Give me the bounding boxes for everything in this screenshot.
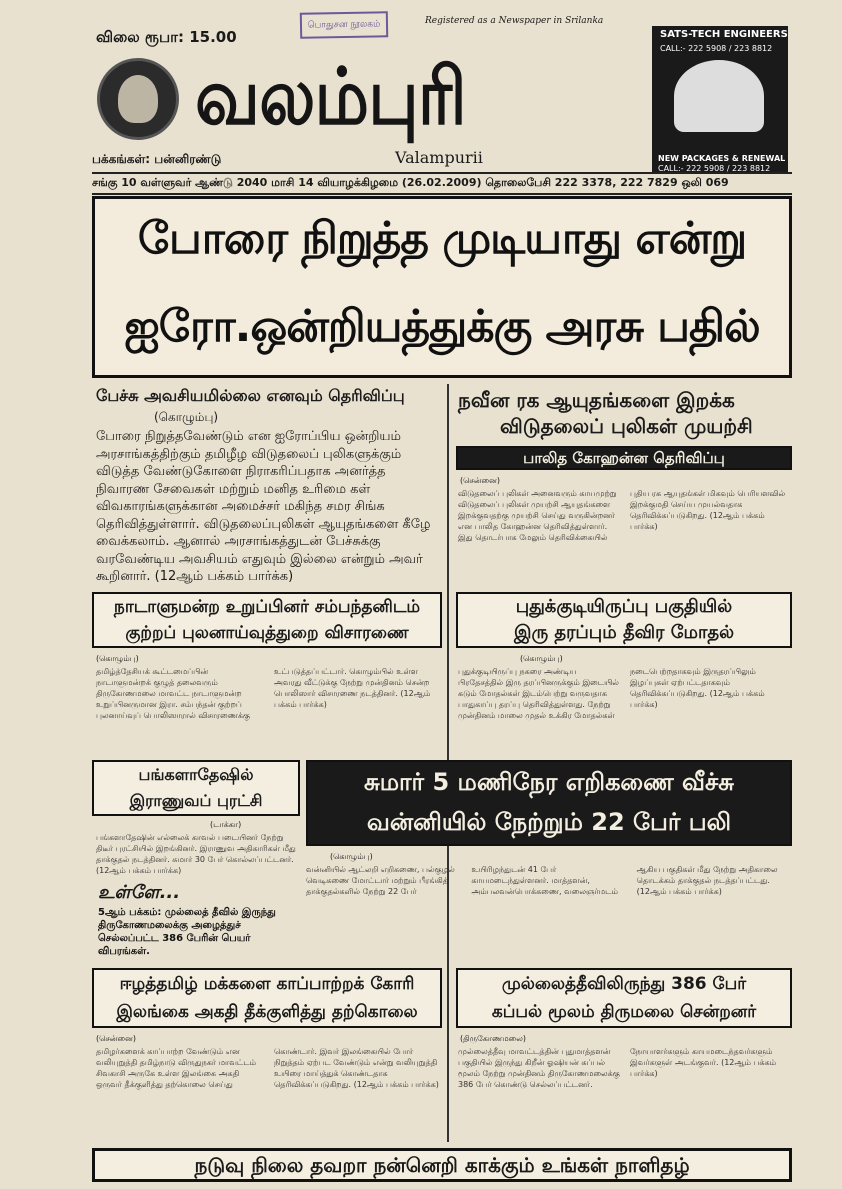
parliament-headline <box>92 592 442 648</box>
shelling-headline-line2: வன்னியில் நேற்றும் 22 பேர் பலி <box>366 808 732 836</box>
library-stamp: பொதுசன நூலகம் <box>300 11 388 39</box>
shelling-headline <box>306 760 792 846</box>
advertisement <box>652 26 788 174</box>
immolation-dateline: (சென்னை) <box>96 1034 136 1043</box>
inside-box-body: 5ஆம் பக்கம்: முல்லைத் தீவில் இருந்து திருகோணமலைக்கு அழைத்துச் செல்லப்பட்ட 386 பேரின் பெயர் விபரங்கள். <box>98 907 276 957</box>
dateline: சங்கு 10 வள்ளுவர் ஆண்டு 2040 மாசி 14 வியாழக்கிழமை (26.02.2009) தொலைபேசி 222 3378, 222 7829 ஒலி 069 <box>92 172 792 195</box>
puthukudi-headline-line2: இரு தரப்பும் தீவிர மோதல் <box>513 622 735 643</box>
lead-headline-line2: ஐரோ.ஒன்றியத்துக்கு அரசு பதில் <box>124 301 760 352</box>
immolation-headline-line2: இலங்கை அகதி தீக்குளித்து தற்கொலை <box>116 1002 418 1022</box>
left-story-body: போரை நிறுத்தவேண்டும் என ஐரோப்பிய ஒன்றியம் அரசாங்கத்திற்கும் தமிழீழ விடுதலைப் புலிகளுக்கும் விடுத்த வேண்டுகோளை நிராகரிப்பதாக அனர்த்த நிவாரண சேவைகள் மற்றும் மனித உரிமை கள் விவகாரங்களுக்கான அமைச்சர் மகிந்த சமர சிங்க தெரிவித்துள்ளார். விடுதலைப்புலிகள் ஆயுதங்களை கீழே வைக்கலாம். ஆனால் அரசாங்கத்துடன் பேச்சுக்கு வரவேண்டிய அவசியம் எதுவும் இல்லை என்றும் அவர் கூறினார். (12ஆம் பக்கம் பார்க்க) <box>96 429 431 584</box>
ad-phone: CALL:- 222 5908 / 223 8812 <box>660 44 773 53</box>
coup-body: பங்களாதேஷின் எல்லைக் காவல் படையினர் நேற்று திடீர் புரட்சியில் இறங்கினர். இராணுவ அதிகாரிகள் மீது தாக்குதல் நடத்தினர். சுமார் 30 பேர் கொல்லப்பட்டனர். (12ஆம் பக்கம் பார்க்க) <box>96 833 296 875</box>
page-count: பக்கங்கள்: பன்னிரண்டு <box>92 152 222 166</box>
parliament-body: தமிழ்த்தேசியக் கூட்டமைப்பின் நாடாளுமன்றக் குழுத் தலைவரும் திருகோணமலை மாவட்ட நாடாளுமன்ற உறுப்பினருமான இரா. சம்பந்தன் குற்றப் புலனாய்வுப் பொலிஸாரால் விசாரணைக்கு உட்படுத்தப்பட்டார். கொழும்பில் உள்ள அவரது வீட்டுக்கு நேற்று முன்தினம் சென்ற பொலிஸார் விசாரணை நடத்தினர். (12ஆம் பக்கம் பார்க்க) <box>96 667 431 720</box>
puthukudi-headline <box>456 592 792 648</box>
ad-company: SATS-TECH ENGINEERS <box>660 29 788 40</box>
right-story-kicker: பாலித கோஹன்ன தெரிவிப்பு <box>456 446 792 470</box>
parliament-headline-line1: நாடாளுமன்ற உறுப்பினர் சம்பந்தனிடம் <box>113 597 421 617</box>
coup-dateline: (டாக்கா) <box>210 820 242 829</box>
immolation-headline <box>92 968 442 1028</box>
left-story-dateline: (கொழும்பு) <box>154 410 219 424</box>
ship-headline <box>456 968 792 1028</box>
ad-line1: NEW PACKAGES & RENEWAL <box>658 154 786 163</box>
immolation-headline-line1: ஈழத்தமிழ் மக்களை காப்பாற்றக் கோரி <box>119 974 415 994</box>
lead-headline-line1: போரை நிறுத்த முடியாது என்று <box>137 213 747 264</box>
left-story-title: பேச்சு அவசியமில்லை எனவும் தெரிவிப்பு <box>96 386 405 405</box>
masthead-title-english: Valampurii <box>395 148 483 167</box>
right-story-title2: விடுதலைப் புலிகள் முயற்சி <box>500 414 753 438</box>
registration-note: Registered as a Newspaper in Srilanka <box>425 16 604 26</box>
shelling-body: வன்னியில் ஆட்லறி எறிகணை, பல்குழல் வெடிகணை மோட்டார் மற்றும் பீரங்கித் தாக்குதல்களில் நேற்று 22 பேர் உயிரிழந்துடன் 41 பேர் காயமடைந்துள்ளனர். மாத்தளன், அம்பலவன்பொக்கணை, வலைஞர்மடம் ஆகிய பகுதிகள் மீது நேற்று அதிகாலை தொடக்கம் தாக்குதல் நடத்தப்பட்டது. (12ஆம் பக்கம் பார்க்க) <box>306 865 778 896</box>
puthukudi-dateline: (கொழும்பு) <box>520 654 563 663</box>
footer-slogan: நடுவு நிலை தவறா நன்னெறி காக்கும் உங்கள் நாளிதழ் <box>92 1148 792 1182</box>
right-story-body: விடுதலைப் புலிகள் அனைவரும் காயமுற்று விடுதலைப் புலிகள் முயற்சி ஆயுதங்களை இறக்குவதற்கு முயற்சி செய்து வருகின்றனர் என பாலித கோஹன்ன தெரிவித்துள்ளார். இது தொடர்பாக மேலும் தெரிவிக்கையில் புதிய ரக ஆயுதங்கள் மிகவும் பெரியளவில் இறக்குமதி செய்ய முயல்வதாக தெரிவிக்கப்படுகிறது. (12ஆம் பக்கம் பார்க்க) <box>458 489 786 542</box>
parliament-headline-line2: குற்றப் புலனாய்வுத்துறை விசாரணை <box>125 623 409 643</box>
coup-headline-line2: இராணுவப் புரட்சி <box>129 791 263 810</box>
ad-line2: CALL:- 222 5908 / 223 8812 <box>658 164 771 173</box>
coup-headline <box>92 760 300 816</box>
puthukudi-body: புதுக்குடியிருப்பு நகரை அண்டிய பிரதேசத்தில் இரு தரப்பினருக்கும் இடையில் கடும் மோதல்கள் இடம்பெற்று வருவதாக பாதுகாப்பு தரப்பு தெரிவித்துள்ளது. நேற்று முன்தினம் மாலை முதல் உக்கிர மோதல்கள் நடைபெற்றதாகவும் இருதரப்பிலும் இழப்புகள் ஏற்பட்டதாகவும் தெரிவிக்கப்படுகிறது. (12ஆம் பக்கம் பார்க்க) <box>458 667 765 720</box>
right-story-title1: நவீன ரக ஆயுதங்களை இறக்க <box>458 388 735 412</box>
conch-logo-icon <box>97 58 179 140</box>
lead-headline <box>92 196 792 378</box>
inside-box-title: உள்ளே... <box>98 882 181 903</box>
coup-headline-line1: பங்களாதேஷில் <box>138 765 254 784</box>
ship-headline-line2: கப்பல் மூலம் திருமலை சென்றனர் <box>491 1002 757 1022</box>
ship-body: முல்லைத்தீவு மாவட்டத்தின் புதுமாத்தளன் பகுதியில் இருந்து கிறீன் ஓஷியன் கப்பல் மூலம் நேற்று முன்தினம் திருகோணமலைக்கு 386 பேர் கொண்டு செல்லப்பட்டனர். நோயாளர்களும் காயமடைந்தவர்களும் இவர்களுள் அடங்குவர். (12ஆம் பக்கம் பார்க்க) <box>458 1047 777 1089</box>
shelling-dateline: (கொழும்பு) <box>330 852 373 861</box>
price: விலை ரூபா: 15.00 <box>96 28 237 46</box>
immolation-body: தமிழர்களைக் காப்பாற்ற வேண்டும் என வலியுறுத்தி தமிழ்நாடு விருதுநகர் மாவட்டம் சிவகாசி அருகே உள்ள இலங்கை அகதி ஒருவர் தீக்குளித்து தற்கொலை செய்து கொண்டார். இவர் இலங்கையில் போர் நிறுத்தம் ஏற்பட வேண்டும் என்று வலியுறுத்தி உயிரை மாய்த்துக் கொண்டதாக தெரிவிக்கப்படுகிறது. (12ஆம் பக்கம் பார்க்க) <box>96 1047 439 1089</box>
satellite-dish-icon <box>674 60 764 132</box>
parliament-dateline: (கொழும்பு) <box>96 654 139 663</box>
shelling-headline-line1: சுமார் 5 மணிநேர எறிகணை வீச்சு <box>364 768 734 796</box>
masthead-title: வலம்புரி <box>195 52 466 143</box>
right-story-dateline: (சென்னை) <box>460 476 500 485</box>
ship-dateline: (திருகோணமலை) <box>460 1034 527 1043</box>
puthukudi-headline-line1: புதுக்குடியிருப்பு பகுதியில் <box>515 596 733 617</box>
ship-headline-line1: முல்லைத்தீவிலிருந்து 386 பேர் <box>501 974 747 994</box>
